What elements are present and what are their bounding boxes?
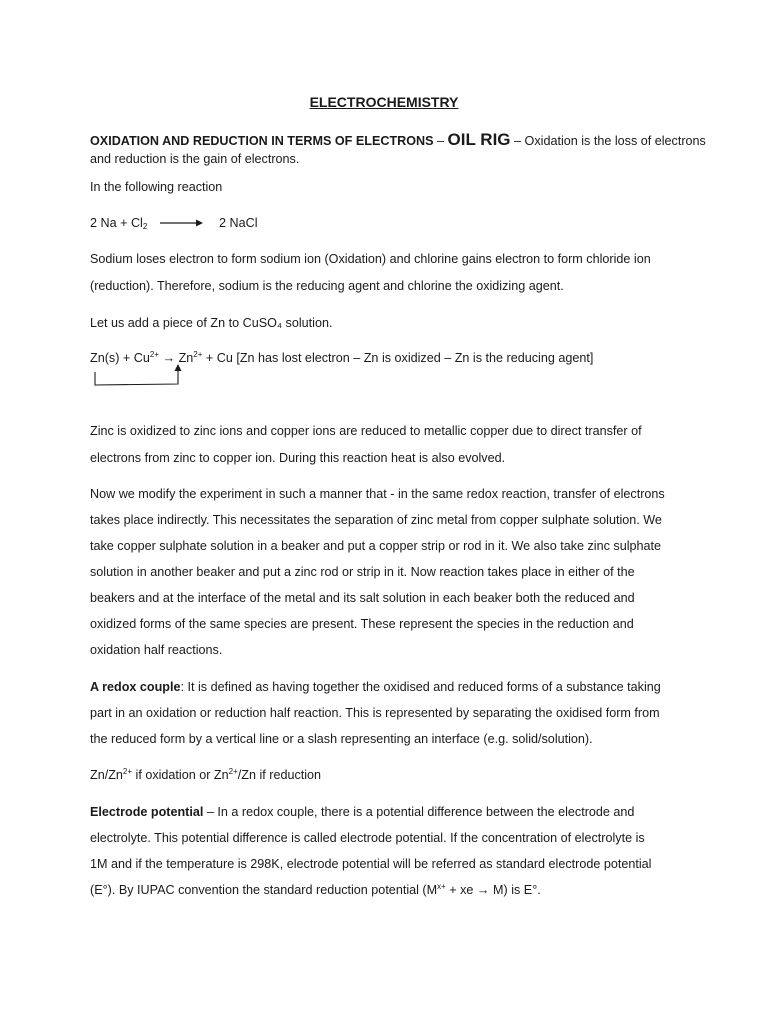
intro-dash-2: – xyxy=(510,134,525,148)
couple-charge-1: 2+ xyxy=(122,767,133,776)
couple-part-2: if oxidation or Zn xyxy=(132,768,229,782)
modify-para-line-7: oxidation half reactions. xyxy=(90,643,223,657)
redox-line-3: the reduced form by a vertical line or a slash representing an interface (e.g. solid/solution). xyxy=(90,732,593,746)
oil-rig-mnemonic: OIL RIG xyxy=(447,130,511,149)
electrode-line-4 xyxy=(90,883,541,897)
zn-intro-text: Let us add a piece of Zn to CuSO₄ solution. xyxy=(90,316,333,330)
intro-line-1 xyxy=(90,130,706,150)
electrode-line-4-part-1: (E°). By IUPAC convention the standard reduction potential (M xyxy=(90,883,438,897)
reaction-2-arrow: → xyxy=(158,351,179,365)
electrode-line-1-rest: – In a redox couple, there is a potential difference between the electrode and xyxy=(203,805,635,819)
intro-line-1-rest: Oxidation is the loss of electrons xyxy=(524,134,706,148)
electrode-line-4-part-2: + xe → M) is E°. xyxy=(445,883,541,897)
electrode-term: Electrode potential xyxy=(90,805,204,819)
couple-notation-line xyxy=(90,768,321,782)
redox-line-2: part in an oxidation or reduction half reaction. This is represented by separating the oxidised form from xyxy=(90,706,660,720)
following-reaction-text: In the following reaction xyxy=(90,180,223,194)
sodium-para-line-2: (reduction). Therefore, sodium is the reducing agent and chlorine the oxidizing agent. xyxy=(90,279,564,293)
reaction-1-subscript: 2 xyxy=(142,222,148,231)
page-title: ELECTROCHEMISTRY xyxy=(309,94,459,110)
modify-para-line-6: oxidized forms of the same species are present. These represent the species in the reduction and xyxy=(90,617,634,631)
electrode-line-3: 1M and if the temperature is 298K, electrode potential will be referred as standard electrode potential xyxy=(90,857,652,871)
electron-transfer-arrow-icon xyxy=(92,362,188,390)
electrode-charge: x+ xyxy=(437,882,446,891)
reaction-1-left xyxy=(90,216,147,230)
intro-line-2: and reduction is the gain of electrons. xyxy=(90,152,300,166)
sodium-para-line-1: Sodium loses electron to form sodium ion (Oxidation) and chlorine gains electron to form chloride ion xyxy=(90,252,651,266)
intro-heading: OXIDATION AND REDUCTION IN TERMS OF ELECTRONS xyxy=(90,134,434,148)
couple-part-1: Zn/Zn xyxy=(90,768,123,782)
electrode-line-2: electrolyte. This potential difference is called electrode potential. If the concentration of electrolyte is xyxy=(90,831,645,845)
electrode-line-1 xyxy=(90,805,634,819)
modify-para-line-2: takes place indirectly. This necessitates the separation of zinc metal from copper sulphate solution. We xyxy=(90,513,662,527)
modify-para-line-4: solution in another beaker and put a zinc rod or strip in it. Now reaction takes place in either of the xyxy=(90,565,635,579)
redox-line-1-rest: : It is defined as having together the oxidised and reduced forms of a substance taking xyxy=(180,680,661,694)
reaction-2-part-1: Zn(s) + Cu xyxy=(90,351,150,365)
intro-dash-1: – xyxy=(433,134,448,148)
modify-para-line-3: take copper sulphate solution in a beaker and put a copper strip or rod in it. We also take zinc sulphate xyxy=(90,539,662,553)
reaction-2-charge-1: 2+ xyxy=(149,350,159,359)
couple-part-3: /Zn if reduction xyxy=(237,768,322,782)
modify-para-line-1: Now we modify the experiment in such a manner that - in the same redox reaction, transfer of electrons xyxy=(90,487,665,501)
reaction-2-charge-2: 2+ xyxy=(193,350,203,359)
reaction-2-part-3: + Cu [Zn has lost electron – Zn is oxidized – Zn is the reducing agent] xyxy=(202,351,594,365)
redox-line-1 xyxy=(90,680,661,694)
reaction-arrow-icon xyxy=(158,217,204,229)
modify-para-line-5: beakers and at the interface of the metal and its salt solution in each beaker both the reduced and xyxy=(90,591,635,605)
reaction-1-product: 2 NaCl xyxy=(219,216,258,230)
zinc-para-line-2: electrons from zinc to copper ion. During this reaction heat is also evolved. xyxy=(90,451,506,465)
redox-term: A redox couple xyxy=(90,680,181,694)
zinc-para-line-1: Zinc is oxidized to zinc ions and copper ions are reduced to metallic copper due to direct transfer of xyxy=(90,424,642,438)
reaction-2-part-2: Zn xyxy=(178,351,194,365)
couple-charge-2: 2+ xyxy=(228,767,238,776)
reaction-1-reactants: 2 Na + Cl xyxy=(90,216,143,230)
